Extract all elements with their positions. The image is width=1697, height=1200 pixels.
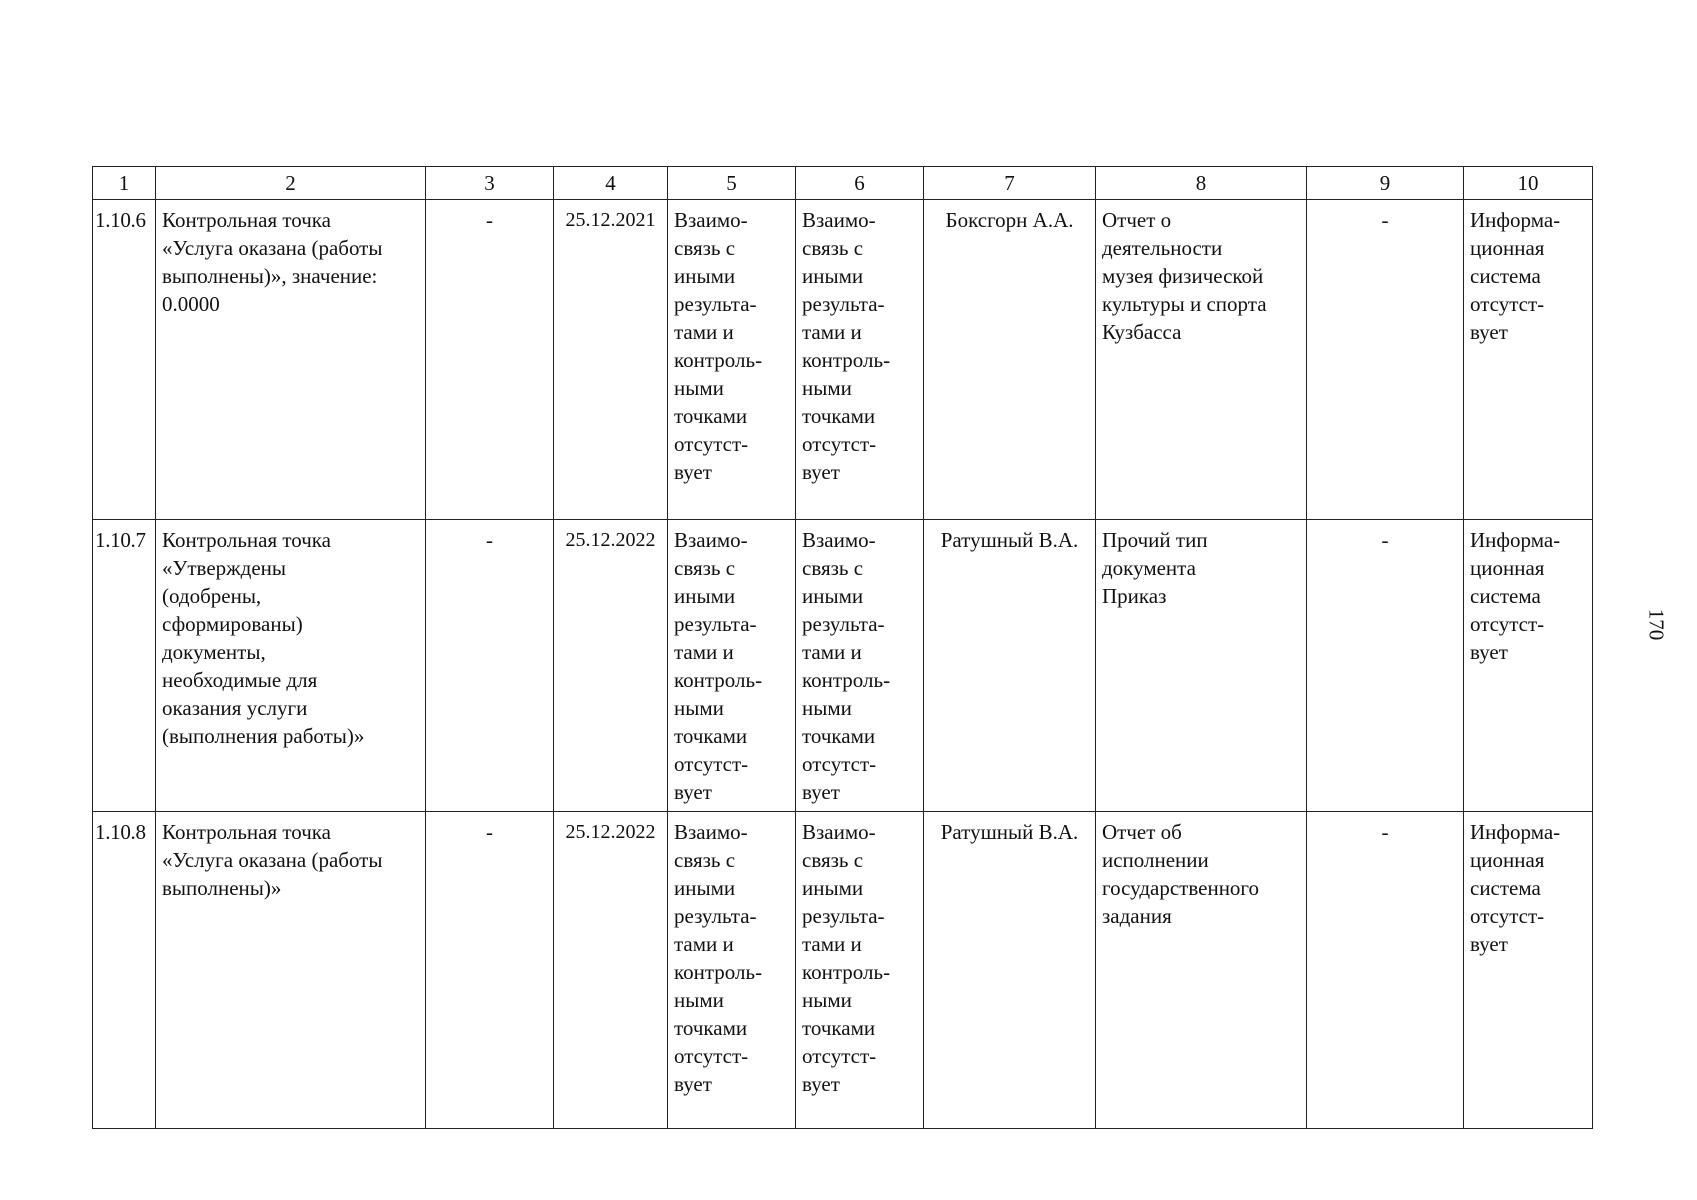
row-number: 1.10.8 bbox=[93, 812, 156, 1129]
document-type: Отчет о деятельности музея физической культуры и спорта Кузбасса bbox=[1096, 200, 1307, 520]
header-col-10: 10 bbox=[1464, 167, 1593, 200]
col9-value: - bbox=[1307, 812, 1464, 1129]
col3-value: - bbox=[426, 812, 554, 1129]
col3-value: - bbox=[426, 200, 554, 520]
responsible-person: Ратушный В.А. bbox=[924, 520, 1096, 812]
deadline-date: 25.12.2022 bbox=[554, 812, 668, 1129]
information-system: Информа- ционная система отсутст- вует bbox=[1464, 520, 1593, 812]
col9-value: - bbox=[1307, 200, 1464, 520]
relationship-col6: Взаимо- связь с иными результа- тами и контроль- ными точками отсутст- вует bbox=[796, 812, 924, 1129]
information-system: Информа- ционная система отсутст- вует bbox=[1464, 812, 1593, 1129]
relationship-col5: Взаимо- связь с иными результа- тами и контроль- ными точками отсутст- вует bbox=[668, 812, 796, 1129]
header-col-1: 1 bbox=[93, 167, 156, 200]
col9-value: - bbox=[1307, 520, 1464, 812]
table-row bbox=[93, 520, 1593, 812]
deadline-date: 25.12.2021 bbox=[554, 200, 668, 520]
header-col-4: 4 bbox=[554, 167, 668, 200]
control-point-name: Контрольная точка «Услуга оказана (работы выполнены)» bbox=[156, 812, 426, 1129]
relationship-col5: Взаимо- связь с иными результа- тами и контроль- ными точками отсутст- вует bbox=[668, 200, 796, 520]
row-number: 1.10.7 bbox=[93, 520, 156, 812]
table-row bbox=[93, 812, 1593, 1129]
control-points-table bbox=[92, 166, 1593, 1129]
header-col-3: 3 bbox=[426, 167, 554, 200]
document-type: Прочий тип документа Приказ bbox=[1096, 520, 1307, 812]
header-col-9: 9 bbox=[1307, 167, 1464, 200]
relationship-col5: Взаимо- связь с иными результа- тами и контроль- ными точками отсутст- вует bbox=[668, 520, 796, 812]
table-header-row bbox=[93, 167, 1593, 200]
col3-value: - bbox=[426, 520, 554, 812]
page-number: 170 bbox=[1644, 608, 1669, 641]
control-point-name: Контрольная точка «Услуга оказана (работы выполнены)», значение: 0.0000 bbox=[156, 200, 426, 520]
deadline-date: 25.12.2022 bbox=[554, 520, 668, 812]
information-system: Информа- ционная система отсутст- вует bbox=[1464, 200, 1593, 520]
responsible-person: Ратушный В.А. bbox=[924, 812, 1096, 1129]
control-point-name: Контрольная точка «Утверждены (одобрены, сформированы) документы, необходимые для оказания услуги (выполнения работы)» bbox=[156, 520, 426, 812]
responsible-person: Боксгорн А.А. bbox=[924, 200, 1096, 520]
table-row bbox=[93, 200, 1593, 520]
relationship-col6: Взаимо- связь с иными результа- тами и контроль- ными точками отсутст- вует bbox=[796, 520, 924, 812]
header-col-8: 8 bbox=[1096, 167, 1307, 200]
header-col-7: 7 bbox=[924, 167, 1096, 200]
relationship-col6: Взаимо- связь с иными результа- тами и контроль- ными точками отсутст- вует bbox=[796, 200, 924, 520]
document-type: Отчет об исполнении государственного задания bbox=[1096, 812, 1307, 1129]
row-number: 1.10.6 bbox=[93, 200, 156, 520]
header-col-2: 2 bbox=[156, 167, 426, 200]
header-col-6: 6 bbox=[796, 167, 924, 200]
header-col-5: 5 bbox=[668, 167, 796, 200]
